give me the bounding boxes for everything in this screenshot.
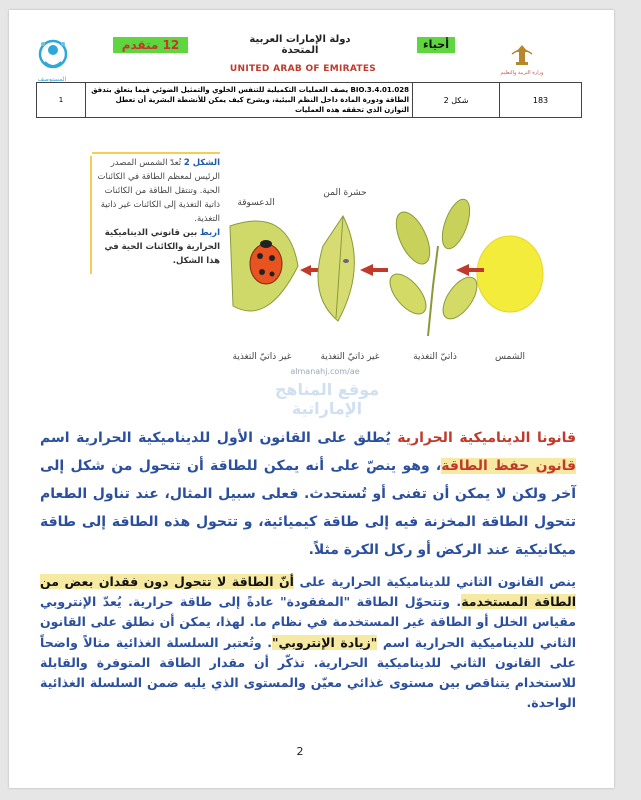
watermark-text: موقع المناهج الإماراتية: [274, 380, 380, 418]
standard-table: [36, 82, 582, 118]
highlight-entropy: "زيادة الإنتروبي": [272, 634, 378, 650]
country-title: دولة الإمارات العربية المتحدة: [249, 34, 351, 56]
figure-text: تُعدّ الشمس المصدر الرئيس لمعظم الطاقة في الكائنات الحية. وتنتقل الطاقة من الكائنات ذاتية التغذية إلى الكائنات غير ذاتية التغذية.: [97, 158, 220, 224]
food-chain-figure: [228, 186, 548, 341]
grade-badge: 12 متقدم: [113, 37, 188, 53]
school-logo: [35, 38, 71, 78]
standard-number: 183: [500, 83, 582, 118]
paragraph-second-law: ينص القانون الثاني للديناميكية الحرارية على أنّ الطاقة لا تتحول دون فقدان بعض من الطاقة المستخدمة. وتتحوّل الطاقة "المفقودة" عادةً إلى طاقة حرارية. يُعدّ الإنتروبي مقياس الخلل أو الطاقة غير المستخدمة في نظام ما. لهذا، يمكن أن نطلق على القانون الثاني للديناميكية الحرارية اسم "زيادة الإنتروبي". وتُعتبر السلسلة الغذائية مثالاً واضحاً على القانون الثاني للديناميكية الحرارية. تذكّر أن مقدار الطاقة المتوفرة والقابلة للاستخدام يتناقص بين مستوى غذائي معيّن والمستوى الذي يليه ضمن السلسلة الغذائية الواحدة.: [40, 574, 577, 711]
logo-caption: المستوصف: [37, 76, 67, 83]
highlight-conservation: قانون حفظ الطاقة: [441, 458, 576, 474]
table-row: [37, 83, 582, 118]
paragraph-first-law: قانونا الديناميكية الحرارية يُطلق على القانون الأول للديناميكية الحرارية اسم قانون حفظ الطاقة، وهو ينصّ على أنه يمكن للطاقة أن تتحول من شكل إلى آخر ولكن لا يمكن أن تفنى أو تُستحدث. فعلى سبيل المثال، عند تناول الطعام تتحول الطاقة المخزنة فيه إلى طاقة كيميائية، و تتحول هذه الطاقة إلى طاقة ميكانيكية عند الركض أو ركل الكرة مثلاً.: [40, 430, 576, 558]
sun-icon: [477, 236, 543, 312]
aphid-label: حشرة المن: [323, 188, 367, 198]
highlight-energy-loss: أنّ الطاقة لا تتحول دون فقدان بعض من الطاقة المستخدمة: [40, 574, 576, 610]
ministry-name: وزارة التربية والتعليم: [500, 70, 544, 76]
standard-count: 1: [37, 83, 86, 118]
caption-autotroph: ذاتيّ التغذية: [413, 352, 457, 362]
ladybug-label: الدعسوقة: [237, 198, 275, 208]
caption-sun: الشمس: [495, 352, 525, 362]
caption-heterotroph-2: غير ذاتيّ التغذية: [232, 352, 292, 362]
watermark-url: almanahj.com/ae: [290, 367, 360, 376]
figure-ref: شكل 2: [413, 83, 500, 118]
term-thermodynamics: قانونا الديناميكية الحرارية: [397, 430, 576, 446]
subject-label: أحياء: [417, 37, 455, 53]
link-text: بين قانوني الديناميكية الحرارية والكائنات الحية في هذا الشكل.: [104, 228, 220, 266]
link-label: اربط: [199, 228, 220, 238]
page-number: 2: [296, 745, 304, 758]
standard-description: BIO.3.4.01.028 يصف العمليات التكميلية للتنفس الخلوي والتمثيل الضوئي فيما يتعلق بتدفق الطاقة ودورة المادة داخل النظم البيئية، ويشرح كيف يمكن للأنشطة البشرية أن تعطل التوازن الذي تحققه هذه العمليات: [86, 83, 413, 118]
aphid-leaf-icon: [318, 216, 354, 321]
figure-sidebar: [92, 152, 220, 268]
ladybug-leaf-icon: [230, 221, 298, 311]
figure-label: الشكل 2: [183, 158, 220, 168]
caption-heterotroph-1: غير ذاتيّ التغذية: [320, 352, 380, 362]
country-title-en: UNITED ARAB OF EMIRATES: [229, 64, 377, 74]
